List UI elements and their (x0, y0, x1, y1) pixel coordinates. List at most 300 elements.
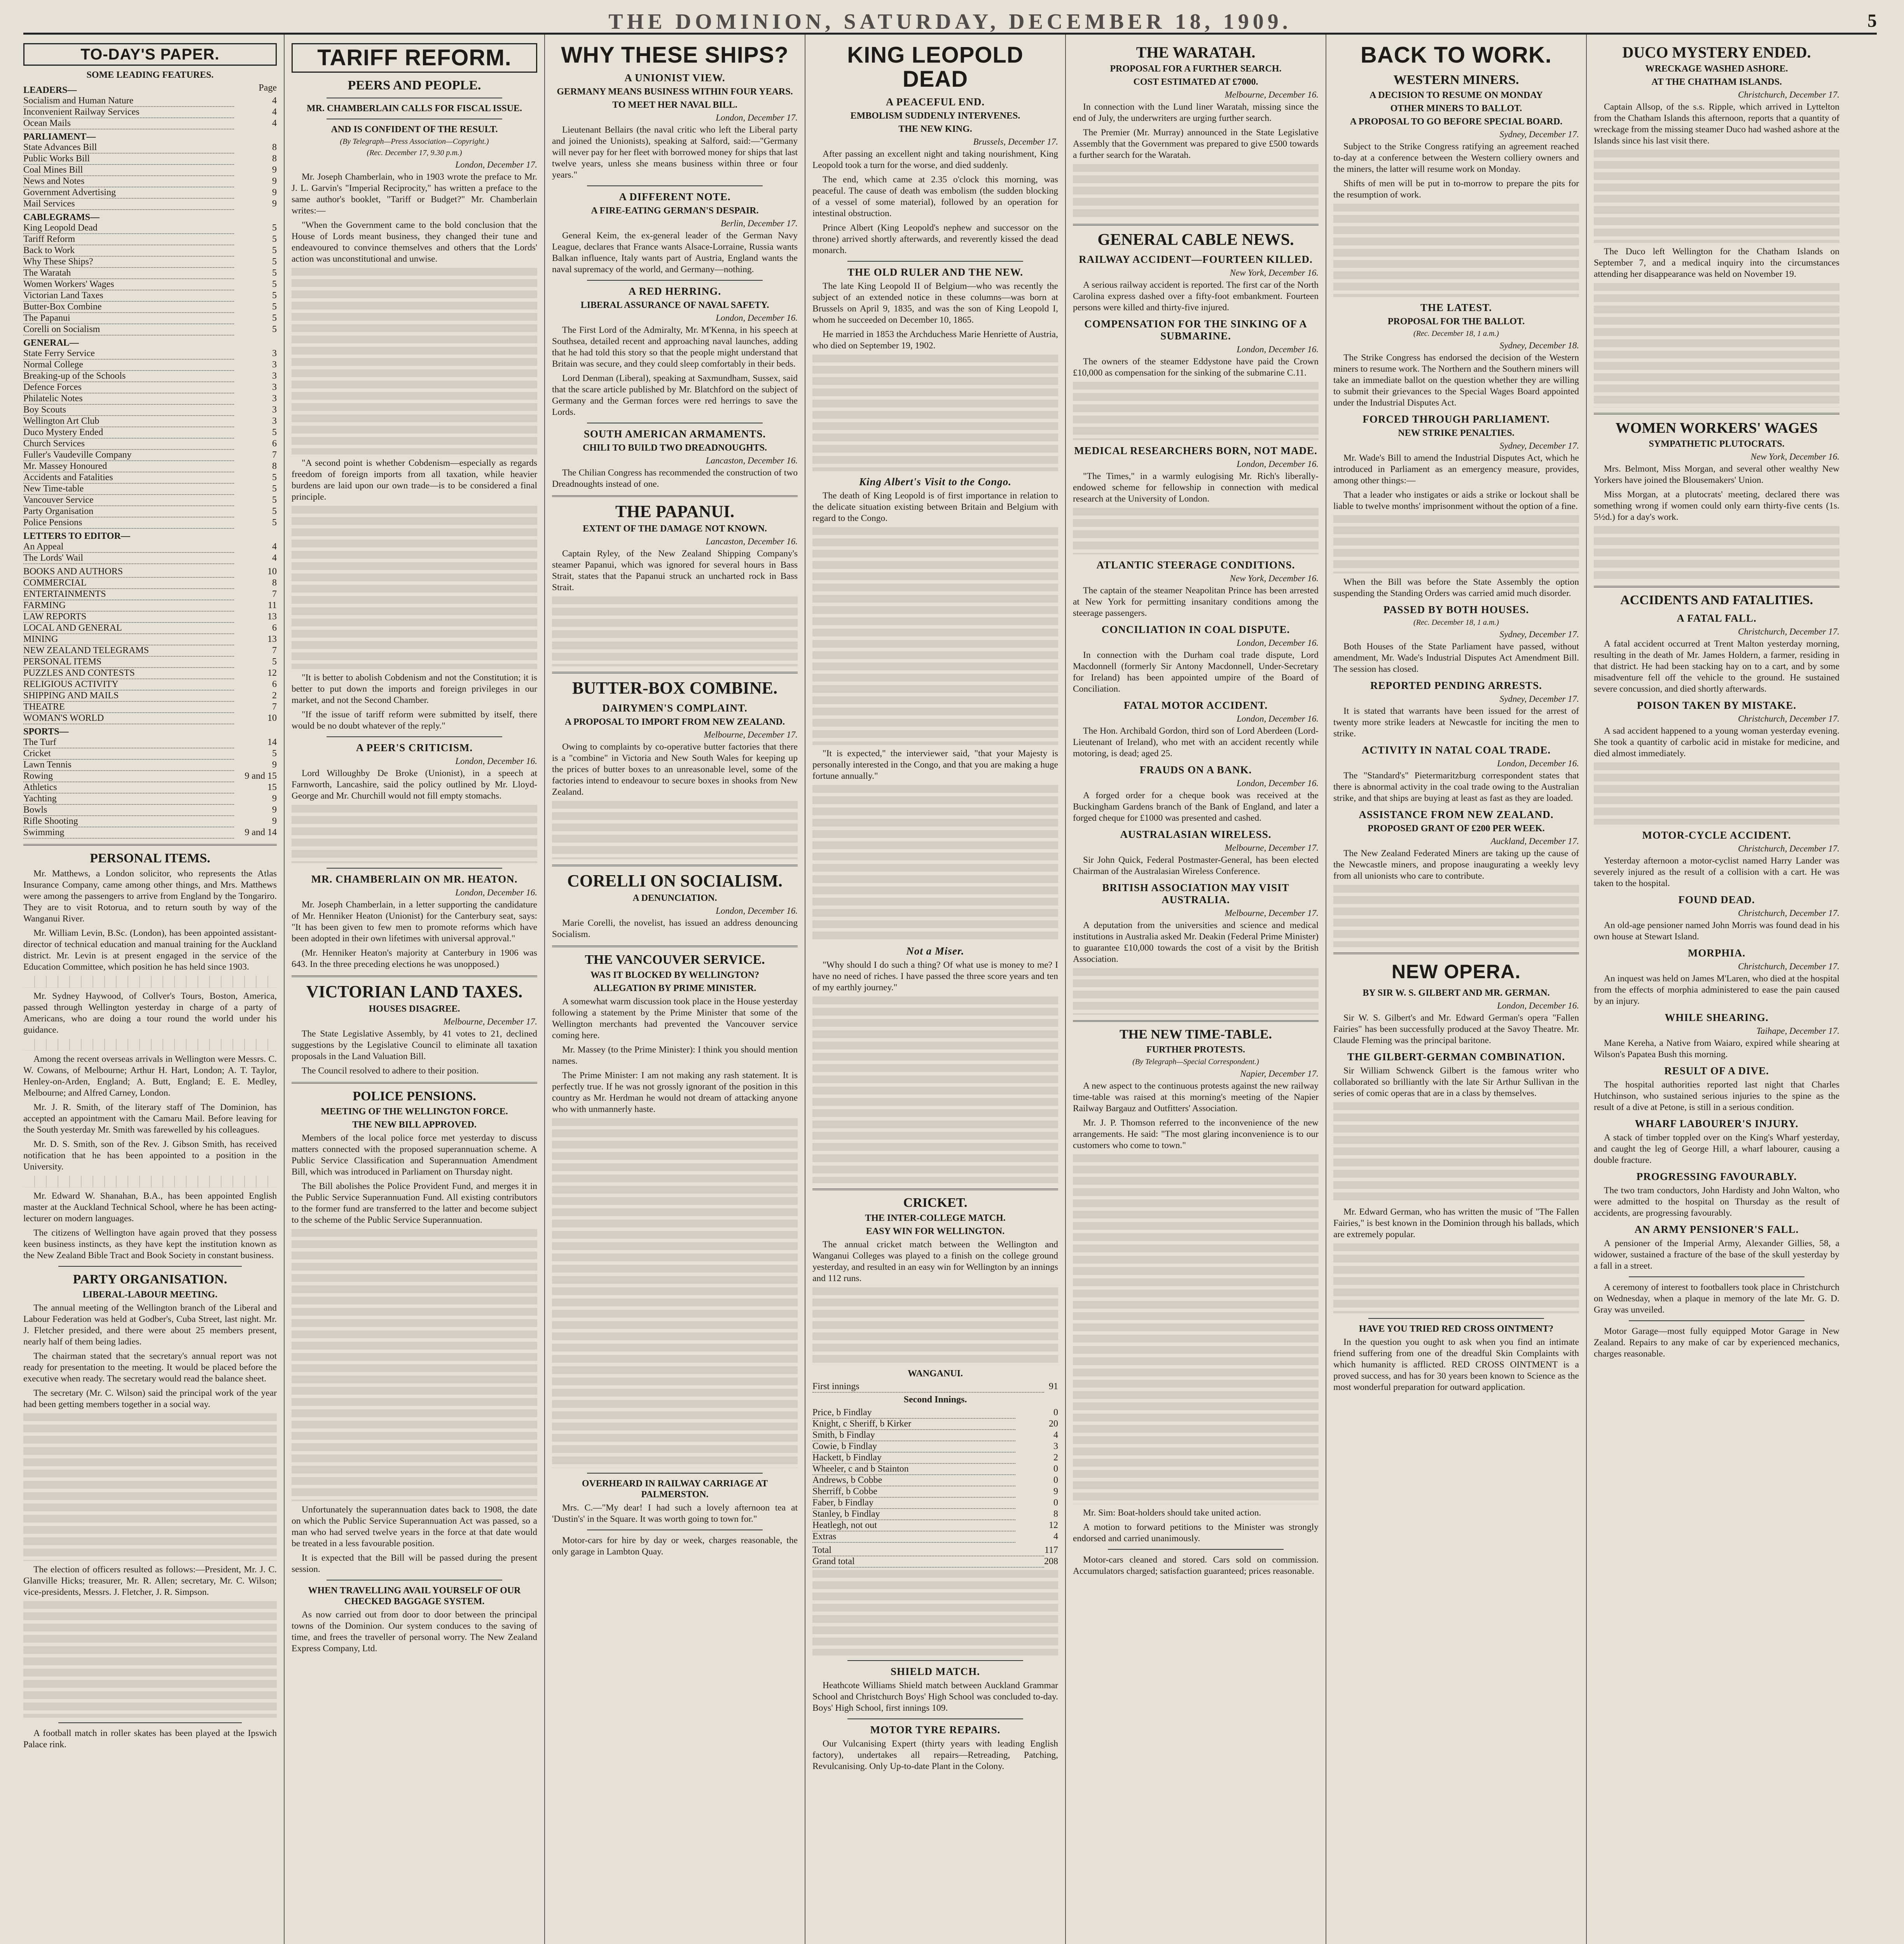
butter-title: BUTTER-BOX COMBINE. (572, 678, 778, 698)
comp-paragraph: The owners of the steamer Eddystone have paid the Crown £10,000 as compensation for the sinking of the submarine C.11. (1073, 357, 1319, 378)
illegible-text-block (292, 805, 537, 863)
scorecard-label: Grand total (812, 1556, 1044, 1568)
divider (587, 185, 763, 186)
list-item-label: Boy Scouts (23, 405, 234, 416)
list-item-label: Lawn Tennis (23, 760, 234, 771)
list-item-label: Smith, b Findlay (812, 1430, 1015, 1441)
list-item-value: 5 (272, 268, 277, 278)
scorecard-row (812, 1381, 1058, 1393)
divider (327, 736, 502, 737)
list-item-value: 15 (267, 782, 277, 792)
illegible-text-block (1073, 508, 1319, 554)
divider (1594, 586, 1839, 587)
illegible-text-block (292, 268, 537, 455)
butter-sub2: A PROPOSAL TO IMPORT FROM NEW ZEALAND. (564, 717, 785, 727)
vic-paragraph: The Council resolved to adhere to their position. (302, 1066, 479, 1076)
old-paragraph: The late King Leopold II of Belgium—who was recently the subject of an extended notice in these columns—was born at Brussels on April 9, 1835, and was the son of King Leopold I, whom he succeeded on December 10, 1865. (812, 281, 1058, 325)
dateline: New York, December 16. (1230, 268, 1319, 278)
list-item-label: Yachting (23, 794, 234, 805)
morphia-head: MORPHIA. (1687, 947, 1746, 959)
cricket-scorecard (812, 1381, 1058, 1568)
toc-section-parliament: PARLIAMENT— (23, 132, 96, 142)
vanc-sub3: OVERHEARD IN RAILWAY CARRIAGE AT PALMERSTON. (582, 1479, 768, 1500)
waratah-title: THE WARATAH. (1136, 44, 1256, 61)
list-item (812, 1475, 1058, 1486)
list-item (23, 472, 277, 484)
column-4 (805, 35, 1065, 1944)
list-item (23, 324, 277, 336)
list-item-value: 3 (272, 416, 277, 426)
dateline: Christchurch, December 17. (1738, 962, 1839, 971)
atl-head: ATLANTIC STEERAGE CONDITIONS. (1096, 559, 1295, 571)
cricket-title: CRICKET. (903, 1196, 968, 1210)
list-item-value: 20 (1049, 1419, 1058, 1429)
drown-head: FOUND DEAD. (1678, 894, 1755, 906)
back-sub1: WESTERN MINERS. (1393, 73, 1519, 87)
list-item-label: Defence Forces (23, 382, 234, 393)
time-sub: FURTHER PROTESTS. (1146, 1045, 1245, 1055)
list-item (23, 176, 277, 187)
tariff-paragraph: "If the issue of tariff reform were submitted by itself, there would be no doubt whatever of the reply." (292, 710, 537, 731)
list-item (812, 1486, 1058, 1498)
vanc-sub1: WAS IT BLOCKED BY WELLINGTON? (590, 970, 759, 980)
papanui-paragraph: Captain Ryley, of the New Zealand Shipping Company's steamer Papanui, which was ignored for several hours in Bass Strait, states that the Papanui struck an uncharted rock in Bass Strait. (552, 549, 798, 593)
drown-paragraph: An old-age pensioner named John Morris was found dead in his own house at Stewart Island. (1594, 920, 1839, 942)
list-item-label: Duco Mystery Ended (23, 427, 234, 439)
wire-paragraph: Sir John Quick, Federal Postmaster-General, has been elected Chairman of the Australasian Wireless Conference. (1073, 855, 1319, 876)
list-item-value: 9 (272, 165, 277, 175)
morphia-paragraph: An inquest was held on James M'Laren, who died at the hospital from the effects of morphia administered to ease the pain caused by an injury. (1594, 974, 1839, 1006)
rail-head: RAILWAY ACCIDENT—FOURTEEN KILLED. (1079, 253, 1313, 265)
list-item-label: Price, b Findlay (812, 1407, 1015, 1419)
list-item-value: 5 (272, 748, 277, 759)
back-sub3: OTHER MINERS TO BALLOT. (1390, 103, 1522, 114)
list-item-label: State Ferry Service (23, 348, 234, 360)
list-item-value: 4 (272, 107, 277, 117)
list-item-label: Heatlegh, not out (812, 1520, 1015, 1531)
column-2 (284, 35, 544, 1944)
divider (552, 865, 798, 866)
list-item (23, 578, 277, 589)
list-item-value: 7 (272, 589, 277, 599)
list-item-label: LOCAL AND GENERAL (23, 623, 234, 634)
comp-head: COMPENSATION FOR THE SINKING OF A SUBMARINE. (1084, 318, 1307, 342)
divider (847, 1660, 1023, 1661)
illegible-text-block (552, 596, 798, 666)
illegible-text-block (1333, 1243, 1579, 1313)
toc-section-general: GENERAL— (23, 338, 79, 348)
list-item-value: 9 (1053, 1486, 1058, 1496)
divider (587, 280, 763, 281)
conc-paragraph: In connection with the Durham coal trade dispute, Lord Macdonnell (formerly Sir Antony Macdonnell, Under-Secretary for Ireland) has been appointed umpire of the Board of Conciliation. (1073, 650, 1319, 694)
notmiser-paragraph: "Why should I do such a thing? Of what use is money to me? I have no need of riches. I have passed the three score years and ten of my earthly journey." (812, 960, 1058, 993)
scorecard-runs: 208 (1044, 1556, 1058, 1566)
list-item-value: 5 (272, 506, 277, 516)
list-item-value: 8 (1053, 1509, 1058, 1519)
scorecard-runs: 91 (1049, 1381, 1058, 1392)
list-item-value: 5 (272, 517, 277, 528)
strike-paragraph: That a leader who instigates or aids a strike or lockout shall be liable to twelve months' imprisonment without the option of a fine. (1333, 490, 1579, 511)
list-item-label: Faber, b Findlay (812, 1498, 1015, 1509)
list-item (23, 427, 277, 439)
divider (1629, 1320, 1804, 1321)
cricket-sub1: THE INTER-COLLEGE MATCH. (865, 1213, 1006, 1223)
illegible-text-block (292, 1229, 537, 1501)
personal-paragraph: Mr. Matthews, a London solicitor, who represents the Atlas Insurance Company, came among other things, and Mrs. Matthews were among the passengers to arrive from England by the Tongariro. They are to visit Rotorua, and to return south by way of the Wanganui River. (23, 869, 277, 924)
list-item-label: SHIPPING AND MAILS (23, 691, 234, 702)
back-paragraph: Subject to the Strike Congress ratifying an agreement reached to-day at a conference between the Western colliery owners and the miners, the latter will resume work on Monday. (1333, 142, 1579, 174)
duco-sub2: AT THE CHATHAM ISLANDS. (1651, 77, 1782, 87)
credit-line: (By Telegraph—Special Correspondent.) (1132, 1058, 1259, 1066)
list-item-label: Sherriff, b Cobbe (812, 1486, 1015, 1498)
column-1 (23, 35, 284, 1944)
divider (552, 672, 798, 673)
divider (327, 868, 502, 869)
redcross-paragraph: In the question you ought to ask when you find an intimate friend suffering from one of the dreadful Skin Complaints with which humanity is afflicted. RED CROSS OINTMENT is a proved success, and has for 30 years been known to Science as the most wonderful preparation for outward application. (1333, 1337, 1579, 1392)
vic-paragraph: The State Legislative Assembly, by 41 votes to 21, declined suggestions by the Legislative Council to eliminate all taxation proposals in the Land Valuation Bill. (292, 1029, 537, 1061)
waratah-paragraph: In connection with the Lund liner Waratah, missing since the end of July, the underwriters are urging further search. (1073, 102, 1319, 123)
toc-page-label: Page (259, 83, 277, 93)
list-item-value: 9 and 15 (245, 771, 277, 781)
scorecard-total (812, 1545, 1058, 1556)
dateline: Melbourne, December 17. (704, 730, 798, 739)
sa-paragraph: The Chilian Congress has recommended the construction of two Dreadnoughts instead of one. (552, 468, 798, 489)
scorecard-label: First innings (812, 1381, 1044, 1393)
illegible-text-block (552, 801, 798, 859)
tariff-sub1: MR. CHAMBERLAIN CALLS FOR FISCAL ISSUE. (306, 103, 522, 114)
ballot-paragraph: The Strike Congress has endorsed the decision of the Western miners to resume work. The Northern and the Southern miners will take an immediate ballot on the question whether they are willing to submit their grievances to the Special Wages Board appointed under the Industrial Disputes Act. (1333, 353, 1579, 408)
dateline: Christchurch, December 17. (1738, 908, 1839, 918)
prog-paragraph: The two tram conductors, John Hardisty and John Walton, who were admitted to the hospital on Thursday as the result of accidents, are progressing favourably. (1594, 1185, 1839, 1218)
list-item-value: 5 (272, 495, 277, 505)
leopold-paragraph: The end, which came at 2.35 o'clock this morning, was peaceful. The cause of death was embolism (the sudden blocking of a vessel of some material), followed by an operation for intestinal obstruction. (812, 175, 1058, 219)
list-item-value: 10 (267, 566, 277, 577)
illegible-text-block (812, 996, 1058, 1183)
old-paragraph: He married in 1853 the Archduchess Marie Henriette of Austria, who died on September 19, 1902. (812, 329, 1058, 351)
list-item-value: 5 (272, 234, 277, 244)
list-item-value: 5 (272, 484, 277, 494)
dateline: New York, December 16. (1230, 573, 1319, 583)
tariff-title: TARIFF REFORM. (292, 43, 537, 73)
list-item-label: Ocean Mails (23, 118, 234, 129)
divider (847, 261, 1023, 262)
poison-paragraph: A sad accident happened to a young woman yesterday evening. She took a quantity of carbolic acid in mistake for medicine, and died almost immediately. (1594, 726, 1839, 759)
list-item-value: 4 (1053, 1531, 1058, 1542)
visit-head: King Albert's Visit to the Congo. (859, 476, 1012, 488)
list-item-value: 7 (272, 450, 277, 460)
list-item (23, 142, 277, 154)
women-title: WOMEN WORKERS' WAGES (1615, 420, 1818, 436)
illegible-text-block (23, 1601, 277, 1718)
women-paragraph: Mrs. Belmont, Miss Morgan, and several other wealthy New Yorkers have joined the Blousemakers' Union. (1594, 464, 1839, 485)
ballot-head: PROPOSAL FOR THE BALLOT. (1387, 316, 1525, 327)
moto-head: MOTOR-CYCLE ACCIDENT. (1642, 829, 1791, 841)
vanc-sub2: ALLEGATION BY PRIME MINISTER. (593, 983, 756, 993)
divider (552, 495, 798, 497)
list-item (812, 1419, 1058, 1430)
divider (1594, 413, 1839, 414)
police-sub3: WHEN TRAVELLING AVAIL YOURSELF OF OUR CHECKED BAGGAGE SYSTEM. (308, 1586, 521, 1607)
dateline: Melbourne, December 16. (1224, 90, 1319, 100)
divider (1368, 1318, 1544, 1319)
list-item-label: Mr. Massey Honoured (23, 461, 234, 472)
personal-paragraph: Mr. J. R. Smith, of the literary staff of The Dominion, has accepted an appointment with the Camaru Mail. Before leaving for the South yesterday Mr. Smith was farewelled by his colleagues. (23, 1102, 277, 1135)
leopold-sub1: A PEACEFUL END. (886, 96, 985, 108)
list-item-label: Extras (812, 1531, 1015, 1543)
police-title: POLICE PENSIONS. (353, 1089, 476, 1103)
police-sub1: MEETING OF THE WELLINGTON FORCE. (321, 1107, 508, 1117)
shield-head: SHIELD MATCH. (890, 1666, 980, 1677)
list-item-value: 5 (272, 324, 277, 334)
illegible-text-block (1333, 515, 1579, 573)
list-item-label: PERSONAL ITEMS (23, 657, 234, 668)
redcross-head: HAVE YOU TRIED RED CROSS OINTMENT? (1359, 1324, 1554, 1334)
police-paragraph: As now carried out from door to door between the principal towns of the Dominion. Our system conduces to the saving of time, and frees the traveller of personal worry. The New Zealand Express Company, Ltd. (292, 1610, 537, 1654)
leopold-title: KING LEOPOLD DEAD (847, 42, 1024, 92)
cable-title: GENERAL CABLE NEWS. (1097, 231, 1294, 249)
list-item-value: 3 (1053, 1441, 1058, 1451)
list-item (23, 657, 277, 668)
list-item (23, 612, 277, 623)
diff-sub: A FIRE-EATING GERMAN'S DESPAIR. (591, 206, 759, 216)
columns (23, 35, 1877, 1944)
list-item (23, 268, 277, 279)
dateline: Napier, December 17. (1240, 1069, 1319, 1079)
toc-cablegrams (23, 223, 277, 336)
list-item (23, 805, 277, 816)
toc-section-leaders: LEADERS— (23, 85, 77, 95)
dateline: Berlin, December 17. (721, 219, 798, 228)
waratah-paragraph: The Premier (Mr. Murray) announced in the State Legislative Assembly that the Government was prepared to give £500 towards a further search for the Waratah. (1073, 128, 1319, 160)
toc-heading-row (23, 83, 277, 96)
scorecard-runs: 117 (1044, 1545, 1058, 1555)
list-item-label: The Papanui (23, 313, 234, 324)
prog-head: PROGRESSING FAVOURABLY. (1636, 1171, 1797, 1182)
dateline: Taihape, December 17. (1756, 1026, 1839, 1036)
dateline: Brussels, December 17. (973, 137, 1058, 147)
herring-paragraph: The First Lord of the Admiralty, Mr. M'Kenna, in his speech at Southsea, detailed recent and approaching naval launches, adding that he had told this story so that the people might understand that Britain was secure, and they could sleep comfortably in their beds. (552, 325, 798, 369)
waratah-sub1: PROPOSAL FOR A FURTHER SEARCH. (1110, 64, 1282, 74)
list-item-label: Corelli on Socialism (23, 324, 234, 336)
dateline: Sydney, December 17. (1499, 629, 1579, 639)
list-item-value: 5 (272, 279, 277, 289)
herring-sub: LIBERAL ASSURANCE OF NAVAL SAFETY. (580, 300, 769, 310)
list-item-value: 7 (272, 645, 277, 656)
list-item-label: Knight, c Sheriff, b Kirker (812, 1419, 1015, 1430)
party-heading: PARTY ORGANISATION. (73, 1272, 227, 1287)
peers-head: A PEER'S CRITICISM. (356, 742, 473, 753)
list-item-label: COMMERCIAL (23, 578, 234, 589)
list-item-label: ENTERTAINMENTS (23, 589, 234, 600)
list-item (23, 668, 277, 679)
list-item (23, 461, 277, 472)
arrest-paragraph: It is stated that warrants have been issued for the arrest of twenty more strike leaders at Newcastle for inciting the men to strike. (1333, 706, 1579, 739)
list-item (23, 416, 277, 427)
list-item-value: 2 (272, 691, 277, 701)
list-item-value: 3 (272, 360, 277, 370)
list-item-value: 5 (272, 313, 277, 323)
wharf-paragraph: A stack of timber toppled over on the King's Wharf yesterday, and caught the leg of George Hill, a wharf labourer, causing a double fracture. (1594, 1133, 1839, 1165)
list-item-value: 9 (272, 794, 277, 804)
scorecard-grand-total (812, 1556, 1058, 1568)
list-item-value: 9 and 14 (245, 827, 277, 837)
ships-sub3: TO MEET HER NAVAL BILL. (612, 100, 737, 110)
list-item-value: 9 (272, 176, 277, 186)
party-paragraph: The secretary (Mr. C. Wilson) said the principal work of the year had been getting members together in a social way. (23, 1388, 277, 1409)
combo-paragraph: Sir William Schwenck Gilbert is the famous writer who collaborated so brilliantly with the late Sir Arthur Sullivan in the series of comic operas that are in a class by themselves. (1333, 1066, 1579, 1098)
list-item-value: 10 (267, 713, 277, 723)
list-item-value: 13 (267, 612, 277, 622)
list-item-value: 4 (272, 96, 277, 106)
list-item-label: Breaking-up of the Schools (23, 371, 234, 382)
dateline: London, December 16. (1237, 459, 1319, 469)
tariff-sub2: AND IS CONFIDENT OF THE RESULT. (331, 124, 498, 135)
list-item-value: 12 (1049, 1520, 1058, 1530)
list-item-value: 6 (272, 679, 277, 689)
dateline: London, December 16. (716, 313, 798, 323)
divider (292, 1082, 537, 1084)
list-item (812, 1509, 1058, 1520)
list-item-label: Public Works Bill (23, 154, 234, 165)
list-item (23, 506, 277, 517)
acc-paragraph: A fatal accident occurred at Trent Malton yesterday morning, resulting in the death of Mr. James Holdern, a farmer, residing in that district. He had been stacking hay on to a cart, and by some misadventure fell off the vehicle to the ground. He sustained severe concussion, and died shortly afterwards. (1594, 639, 1839, 694)
list-item-label: Government Advertising (23, 187, 234, 199)
received-line: (Rec. December 18, 1 a.m.) (1413, 618, 1499, 627)
dateline: London, December 16. (1497, 1001, 1579, 1010)
illegible-text-block (1073, 968, 1319, 1015)
divider (587, 1473, 763, 1474)
personal-paragraph: Among the recent overseas arrivals in Wellington were Messrs. C. W. Cowans, of Melbourne; Arthur H. Hart, London; A. T. Taylor, Henley-on-Arden, England; A. Butt, England; E. E. Medley, Melbourne; and Alfred Carney, London. (23, 1054, 277, 1098)
list-item-label: BOOKS AND AUTHORS (23, 566, 234, 578)
list-item (23, 553, 277, 564)
dateline: Lancaston, December 16. (706, 537, 798, 546)
list-item-value: 3 (272, 382, 277, 392)
illegible-text-block (1594, 762, 1839, 825)
divider (1073, 1020, 1319, 1022)
party-paragraph: The chairman stated that the secretary's annual report was not ready for presentation to the meeting. It would be placed before the executive when ready. The secretary would read the balance sheet. (23, 1351, 277, 1384)
list-item (23, 290, 277, 302)
list-item-label: THEATRE (23, 702, 234, 713)
back-sub4: A PROPOSAL TO GO BEFORE SPECIAL BOARD. (1350, 117, 1563, 127)
motor-paragraph: Our Vulcanising Expert (thirty years with leading English factory), undertakes all repairs—Retreading, Patching, Revulcanising. Only Up-to-date Plant in the Colony. (812, 1739, 1058, 1771)
column-3 (544, 35, 805, 1944)
vic-sub: HOUSES DISAGREE. (369, 1004, 460, 1014)
list-item-label: Philatelic Notes (23, 393, 234, 405)
dateline: Christchurch, December 17. (1738, 90, 1839, 100)
duco-title: DUCO MYSTERY ENDED. (1622, 44, 1811, 61)
list-item (23, 234, 277, 245)
assist-sub: PROPOSED GRANT OF £200 PER WEEK. (1368, 823, 1545, 834)
list-item (23, 702, 277, 713)
wire-head: AUSTRALASIAN WIRELESS. (1120, 829, 1272, 840)
list-item (812, 1430, 1058, 1441)
list-item-label: Cricket (23, 748, 234, 760)
butter-sub1: DAIRYMEN'S COMPLAINT. (602, 702, 748, 714)
list-item (23, 154, 277, 165)
toc-section-sports: SPORTS— (23, 727, 69, 737)
list-item-value: 3 (272, 348, 277, 358)
duco-paragraph: The Duco left Wellington for the Chatham Islands on September 7, and a medical inquiry into the circumstances attending her disappearance was held on November 19. (1594, 246, 1839, 279)
list-item-label: Rifle Shooting (23, 816, 234, 827)
list-item-label: RELIGIOUS ACTIVITY (23, 679, 234, 691)
fatal-head: FATAL MOTOR ACCIDENT. (1123, 699, 1268, 711)
divider (58, 1266, 242, 1267)
med-head: MEDICAL RESEARCHERS BORN, NOT MADE. (1074, 445, 1317, 456)
list-item-label: Mail Services (23, 199, 234, 210)
contents-list (23, 83, 277, 839)
list-item-label: WOMAN'S WORLD (23, 713, 234, 724)
forced-head: FORCED THROUGH PARLIAMENT. (1362, 413, 1550, 425)
list-item-label: Andrews, b Cobbe (812, 1475, 1015, 1486)
list-item (23, 360, 277, 371)
illegible-line (23, 1176, 277, 1187)
corelli-paragraph: Marie Corelli, the novelist, has issued an address denouncing Socialism. (552, 918, 798, 939)
list-item-label: Swimming (23, 827, 234, 839)
vanc-paragraph: Motor-cars for hire by day or week, charges reasonable, the only garage in Lambton Quay. (552, 1535, 798, 1557)
page-number: 5 (1867, 10, 1877, 31)
illegible-text-block (812, 1287, 1058, 1365)
list-item-label: Tariff Reform (23, 234, 234, 245)
vanc-paragraph: Mrs. C.—"My dear! I had such a lovely afternoon tea at 'Dustin's' in the Square. It was worth going to town for." (552, 1503, 798, 1524)
illegible-text-block (1073, 382, 1319, 440)
vic-title: VICTORIAN LAND TAXES. (306, 982, 523, 1001)
list-item-value: 6 (272, 623, 277, 633)
toc-letters (23, 542, 277, 564)
list-item-value: 12 (267, 668, 277, 678)
papanui-title: THE PAPANUI. (615, 502, 735, 521)
strike-paragraph: When the Bill was before the State Assembly the option suspending the Standing Orders was carried amid much disorder. (1333, 577, 1579, 598)
list-item-value: 9 (272, 760, 277, 770)
list-item-label: The Waratah (23, 268, 234, 279)
list-item-value: 4 (1053, 1430, 1058, 1440)
heaton-head: MR. CHAMBERLAIN ON MR. HEATON. (311, 873, 518, 885)
peers-paragraph: Lord Willoughby De Broke (Unionist), in a speech at Farnworth, Lancashire, said the policy outlined by Mr. Lloyd-George and Mr. Churchill would not fill empty stomachs. (292, 768, 537, 801)
dateline: Auckland, December 17. (1490, 836, 1579, 846)
list-item (23, 439, 277, 450)
heaton-paragraph: Mr. Joseph Chamberlain, in a letter supporting the candidature of Mr. Henniker Heaton (Unionist) for the Canterbury seat, says: "It has been given to few men to promote reforms which have been adopted in their own lifetimes with universal approval." (292, 900, 537, 944)
list-item (23, 257, 277, 268)
dateline: Sydney, December 17. (1499, 441, 1579, 451)
list-item-value: 0 (1053, 1475, 1058, 1485)
list-item (23, 771, 277, 782)
masthead-title: THE DOMINION, SATURDAY, DECEMBER 18, 1909. (608, 10, 1292, 34)
list-item (23, 199, 277, 210)
list-item (23, 495, 277, 506)
list-item-value: 9 (272, 816, 277, 826)
dateline: Christchurch, December 17. (1738, 627, 1839, 636)
list-item-label: Athletics (23, 782, 234, 794)
party-subheading: LIBERAL-LABOUR MEETING. (82, 1290, 218, 1300)
list-item (23, 187, 277, 199)
personal-paragraph: Mr. Edward W. Shanahan, B.A., has been appointed English master at the Auckland Technical School, where he has been acting-lecturer on modern languages. (23, 1191, 277, 1224)
vanc-paragraph: A somewhat warm discussion took place in the House yesterday following a statement by the Prime Minister that some of the Wellington merchants had prevented the Vancouver service coming here. (552, 996, 798, 1040)
army-paragraph: A ceremony of interest to footballers took place in Christchurch on Wednesday, when a plaque in memory of the late Mr. G. D. Gray was unveiled. (1594, 1282, 1839, 1315)
toc-section-letters: LETTERS TO EDITOR— (23, 531, 130, 541)
divider (1629, 1276, 1804, 1277)
list-item-label: Bowls (23, 805, 234, 816)
list-item (23, 245, 277, 257)
combo-head: THE GILBERT-GERMAN COMBINATION. (1347, 1051, 1565, 1063)
shear-paragraph: Mane Kereha, a Native from Waiaro, expired while shearing at Wilson's Papatea Bush this morning. (1594, 1038, 1839, 1059)
back-title: BACK TO WORK. (1360, 42, 1552, 68)
column-6 (1326, 35, 1586, 1944)
list-item-label: Cowie, b Findlay (812, 1441, 1015, 1453)
list-item-label: MINING (23, 634, 234, 645)
motor-head: MOTOR TYRE REPAIRS. (870, 1724, 1001, 1736)
natal-paragraph: The "Standard's" Pietermaritzburg correspondent states that there is abnormal activity in the coal trade owing to the Australian strike, and that ships are buying at least as fast as they are loaded. (1333, 771, 1579, 803)
illegible-line (23, 976, 277, 988)
list-item (23, 279, 277, 290)
